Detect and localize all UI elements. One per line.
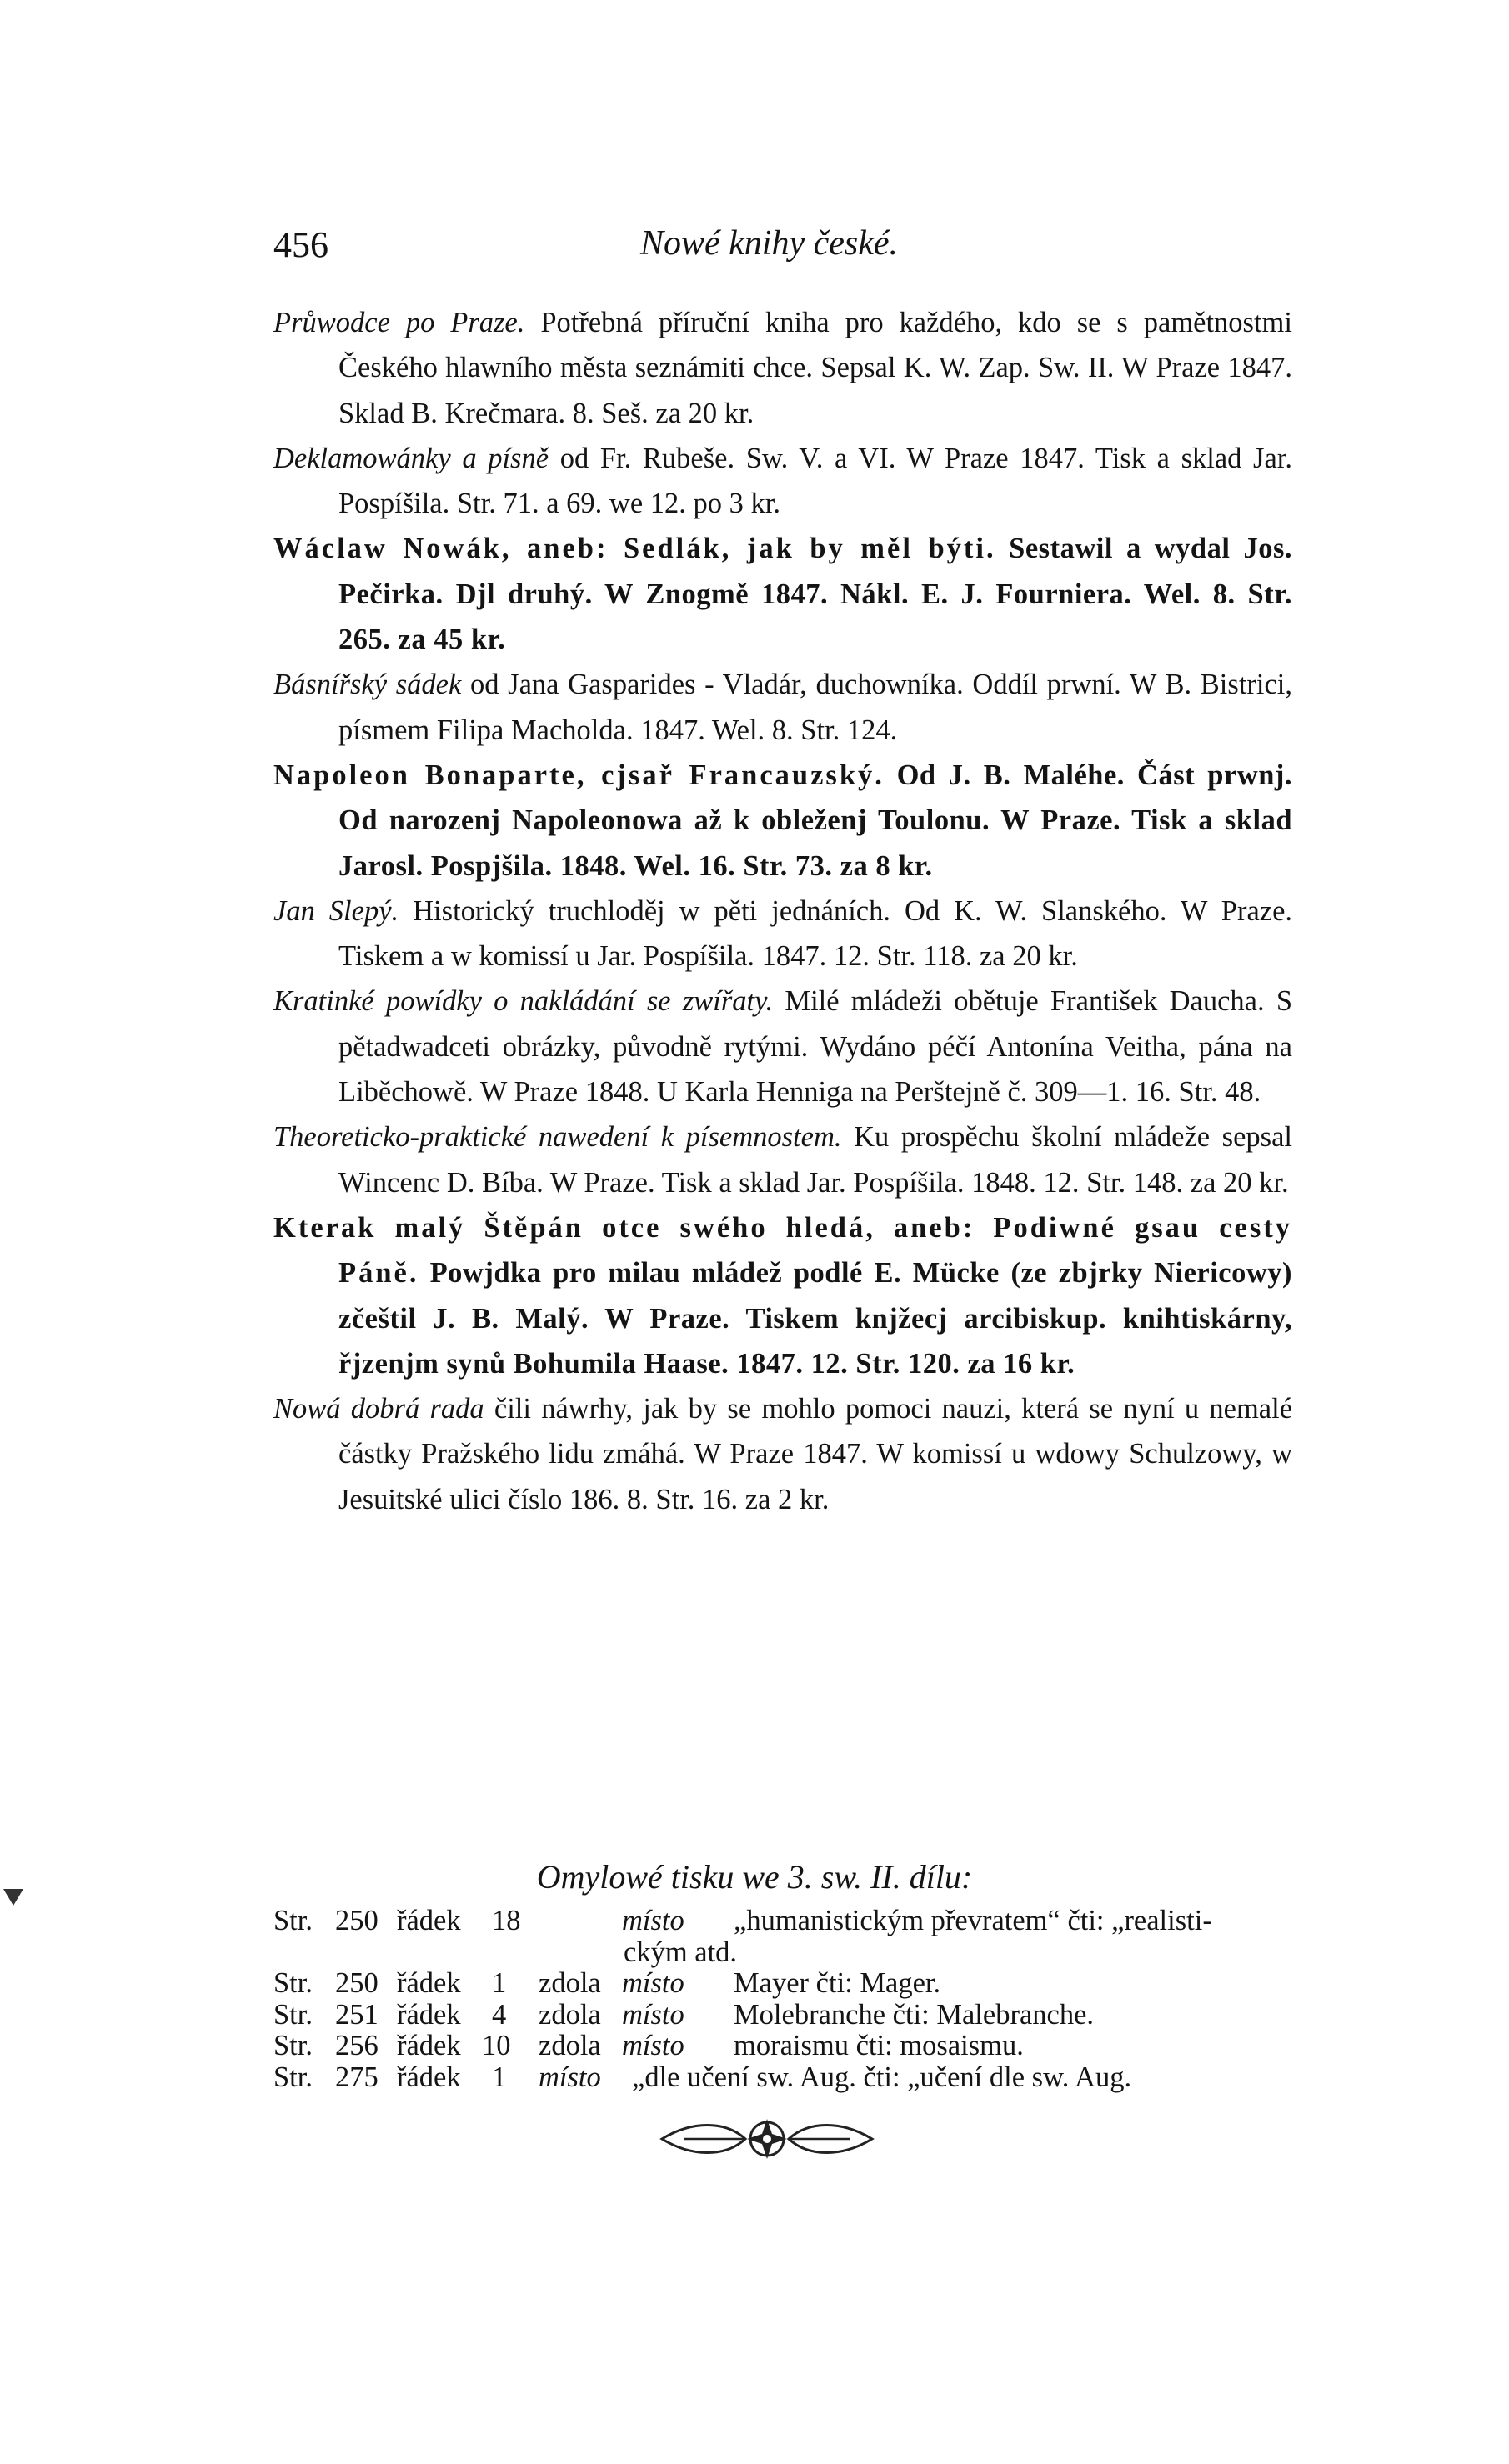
list-item: Kterak malý Štěpán otce swého hledá, aneb: Podiwné gsau cesty Páně. Powjdka pro milau mládež podlé E. Mücke (ze zbjrky Niericowy) zčeštil J. B. Malý. W Praze. Tiskem knjžecj arcibiskup. knihtiskárny, řjzenjm synů Bohumila Haase. 1847. 12. Str. 120. za 16 kr. bbox=[273, 1211, 1293, 1380]
table-row: Str. 250 řádek 1 zdola místo Mayer čti: Mager. bbox=[273, 1967, 941, 1999]
margin-mark-icon bbox=[2, 1886, 25, 1909]
list-item: Básnířský sádek od Jana Gasparides - Vladár, duchowníka. Oddíl prwní. W B. Bistrici, písmem Filipa Macholda. 1847. Wel. 8. Str. 124. bbox=[273, 669, 1292, 746]
list-item: Nowá dobrá rada čili náwrhy, jak by se mohlo pomoci nauzi, která se nyní u nemalé částky Pražského lidu zmáhá. W Praze 1847. W komissí u wdowy Schulzowy, w Jesuitské ulici číslo 186. 8. Str. 16. za 2 kr. bbox=[273, 1393, 1293, 1515]
table-row: Str. 256 řádek 10 zdola místo moraismu čti: mosaismu. bbox=[273, 2030, 1024, 2061]
errata-table bbox=[273, 1906, 1292, 2093]
list-item: Theoreticko-praktické nawedení k písemnostem. Ku prospěchu školní mládeže sepsal Wincenc D. Bíba. W Praze. Tisk a sklad Jar. Pospíšila. 1848. 12. Str. 148. za 20 kr. bbox=[273, 1121, 1292, 1199]
page-number: 456 bbox=[273, 224, 328, 265]
table-row-continuation: ckým atd. bbox=[624, 1936, 738, 1968]
decorative-ornament bbox=[659, 2109, 875, 2169]
list-item: Napoleon Bonaparte, cjsař Francauzský. Od J. B. Maléhe. Část prwnj. Od narozenj Napoleonowa až k obleženj Toulonu. W Praze. Tisk a sklad Jarosl. Pospjšila. 1848. Wel. 16. Str. 73. za 8 kr. bbox=[273, 759, 1293, 882]
list-item: Jan Slepý. Historický truchloděj w pěti jednáních. Od K. W. Slanského. W Praze. Tiskem a w komissí u Jar. Pospíšila. 1847. 12. Str. 118. za 20 kr. bbox=[273, 894, 1293, 973]
table-row: Str. 275 řádek 1 místo „dle učení sw. Aug. čti: „učení dle sw. Aug. bbox=[273, 2061, 1132, 2093]
page-header bbox=[273, 223, 1291, 273]
list-item: Průwodce po Praze. Potřebná příruční kniha pro každého, kdo se s pamětnostmi Českého hlawního města seznámiti chce. Sepsal K. W. Zap. Sw. II. W Praze 1847. Sklad B. Krečmara. 8. Seš. za 20 kr. bbox=[273, 307, 1292, 429]
running-head: Nowé knihy české. bbox=[640, 224, 899, 263]
list-item: Kratinké powídky o nakládání se zwířaty. Milé mládeži obětuje František Daucha. S pětadwadceti obrázky, původně rytými. Wydáno péčí Antonína Veitha, pána na Liběchowě. W Praze 1848. U Karla Henniga na Perštejně č. 309—1. 16. Str. 48. bbox=[273, 985, 1293, 1109]
table-row: Str. 251 řádek 4 zdola místo Molebranche čti: Malebranche. bbox=[273, 1998, 1095, 2031]
list-item: Wáclaw Nowák, aneb: Sedlák, jak by měl býti. Sestawil a wydal Jos. Pečirka. Djl druhý. W Znogmě 1847. Nákl. E. J. Fourniera. Wel. 8. Str. 265. za 45 kr. bbox=[273, 533, 1293, 656]
table-row: Str. 250 řádek 18 místo „humanistickým převratem“ čti: „realisti- bbox=[273, 1905, 1212, 1936]
errata-heading: Omylowé tisku we 3. sw. II. dílu: bbox=[536, 1858, 973, 1896]
book-list bbox=[273, 300, 1292, 1522]
list-item: Deklamowánky a písně od Fr. Rubeše. Sw. V. a VI. W Praze 1847. Tisk a sklad Jar. Pospíšila. Str. 71. a 69. we 12. po 3 kr. bbox=[273, 442, 1292, 520]
